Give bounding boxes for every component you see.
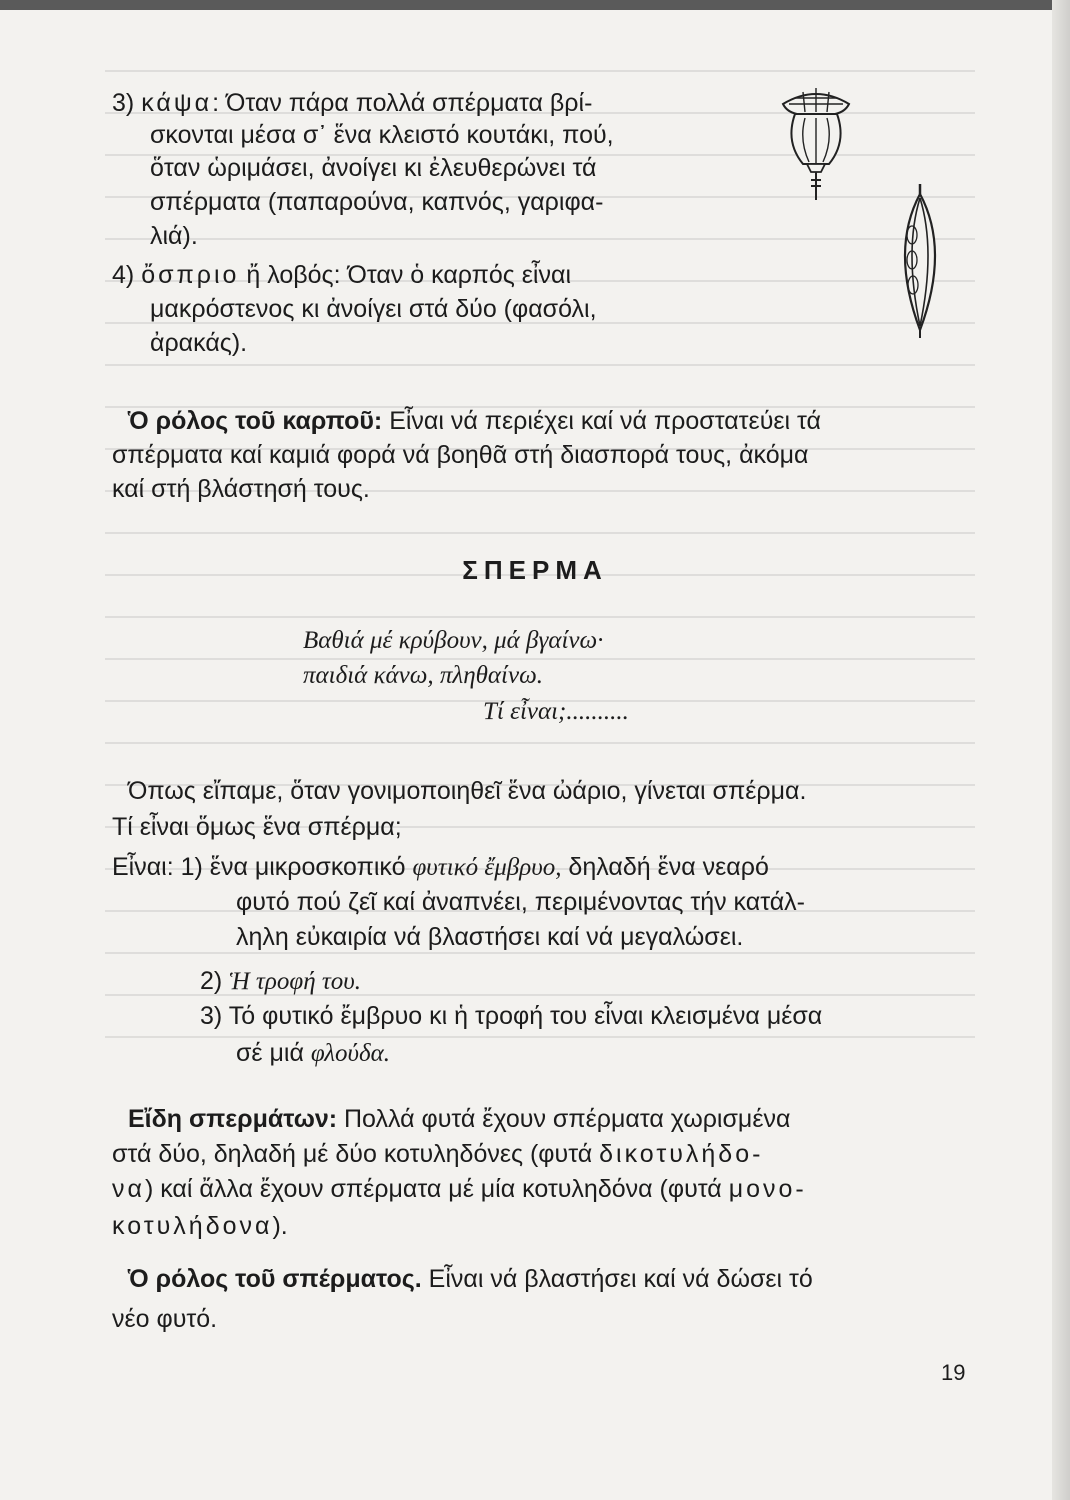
item-4-number: 4) bbox=[112, 261, 135, 289]
item-3-text-1: : Όταν πάρα πολλά σπέρματα βρί- bbox=[212, 89, 593, 117]
seed-types-text-3: ) καί ἄλλα ἔχουν σπέρματα μέ μία κοτυληδόνα (φυτά bbox=[144, 1175, 729, 1203]
monocot-term: μονο- bbox=[728, 1175, 807, 1203]
scan-top-border bbox=[0, 0, 1070, 10]
definition-line-1 bbox=[112, 852, 769, 883]
page-number: 19 bbox=[941, 1360, 966, 1385]
item-4-line-1 bbox=[112, 260, 571, 290]
seed-types-line-4 bbox=[112, 1211, 288, 1241]
item-4-text-1: ἤ λοβός: Όταν ὁ καρπός εἶναι bbox=[239, 261, 571, 289]
seed-types-line-3 bbox=[112, 1174, 807, 1204]
definition-line-2: φυτό πού ζεῖ καί ἀναπνέει, περιμένοντας τήν κατάλ- bbox=[236, 888, 805, 916]
role-fruit-line-2: σπέρματα καί καμιά φορά νά βοηθᾶ στή διασπορά τους, ἀκόμα bbox=[112, 441, 809, 469]
point-3-text-2: σέ μιά bbox=[236, 1039, 311, 1067]
section-title: ΣΠΕΡΜΑ bbox=[462, 555, 608, 585]
intro-line-2: Τί εἶναι ὅμως ἕνα σπέρμα; bbox=[112, 813, 402, 841]
role-fruit-label: Ὁ ρόλος τοῦ καρποῦ: bbox=[128, 407, 383, 435]
role-fruit-line-3: καί στή βλάστησή τους. bbox=[112, 475, 370, 503]
seed-types-text-4: ). bbox=[272, 1212, 288, 1240]
intro-line-1: Όπως εἴπαμε, ὅταν γονιμοποιηθεῖ ἕνα ὠάριο, γίνεται σπέρμα. bbox=[128, 777, 807, 805]
item-4-line-2: μακρόστενος κι ἀνοίγει στά δύο (φασόλι, bbox=[150, 295, 597, 323]
point-3-number: 3) bbox=[200, 1002, 223, 1030]
seed-types-text-2: στά δύο, δηλαδή μέ δύο κοτυληδόνες (φυτά bbox=[112, 1140, 600, 1168]
poppy-capsule-icon bbox=[775, 82, 857, 202]
item-3-line-2: σκονται μέσα σ᾽ ἕνα κλειστό κουτάκι, πού, bbox=[150, 121, 614, 149]
definition-line-3: ληλη εὐκαιρία νά βλαστήσει καί νά μεγαλώσει. bbox=[236, 923, 744, 951]
definition-point-2 bbox=[200, 966, 361, 997]
role-seed-label: Ὁ ρόλος τοῦ σπέρματος. bbox=[128, 1265, 422, 1293]
monocot-term-end: κοτυλήδονα bbox=[112, 1212, 273, 1240]
definition-lead: Εἶναι: 1) ἕνα μικροσκοπικό bbox=[112, 853, 413, 881]
item-3-line-1 bbox=[112, 88, 592, 118]
item-4-line-3: ἀρακάς). bbox=[150, 329, 248, 357]
bean-pod-icon bbox=[890, 180, 950, 340]
item-3-line-3: ὅταν ὡριμάσει, ἀνοίγει κι ἐλευθερώνει τά bbox=[150, 154, 597, 182]
role-fruit-line-1 bbox=[128, 406, 821, 436]
role-seed-line-1 bbox=[128, 1264, 813, 1294]
definition-lead-tail: δηλαδή ἕνα νεαρό bbox=[561, 853, 769, 881]
seed-types-text-1: Πολλά φυτά ἔχουν σπέρματα χωρισμένα bbox=[337, 1105, 791, 1133]
role-fruit-text-1: Εἶναι νά περιέχει καί νά προστατεύει τά bbox=[382, 407, 821, 435]
point-3-text: Τό φυτικό ἔμβρυο κι ἡ τροφή του εἶναι κλεισμένα μέσα bbox=[228, 1002, 823, 1030]
item-4-term: ὄσπριο bbox=[141, 261, 240, 289]
definition-point-3 bbox=[200, 1001, 822, 1031]
point-2-number: 2) bbox=[200, 967, 223, 995]
item-3-line-5: λιά). bbox=[150, 222, 198, 250]
riddle-line-3: Τί εἶναι;.......... bbox=[483, 698, 629, 725]
dicot-term-end: να bbox=[112, 1175, 145, 1203]
page-edge-shadow bbox=[1052, 0, 1070, 1500]
item-3-number: 3) bbox=[112, 89, 135, 117]
riddle-line-1: Βαθιά μέ κρύβουν, μά βγαίνω· bbox=[303, 627, 604, 654]
definition-point-3-line-2 bbox=[236, 1038, 390, 1069]
role-seed-line-2: νέο φυτό. bbox=[112, 1305, 218, 1333]
riddle-line-2: παιδιά κάνω, πληθαίνω. bbox=[303, 662, 544, 689]
definition-embryo: φυτικό ἔμβρυο, bbox=[412, 854, 562, 881]
item-3-line-4: σπέρματα (παπαρούνα, καπνός, γαριφα- bbox=[150, 188, 604, 216]
point-2-text: Ἡ τροφή του. bbox=[229, 968, 362, 995]
role-seed-text-1: Εἶναι νά βλαστήσει καί νά δώσει τό bbox=[421, 1265, 813, 1293]
seed-types-line-2 bbox=[112, 1139, 763, 1169]
item-3-term: κάψα bbox=[141, 89, 213, 117]
seed-types-label: Εἴδη σπερμάτων: bbox=[128, 1105, 338, 1133]
dicot-term: δικοτυλήδο- bbox=[599, 1140, 764, 1168]
seed-types-line-1 bbox=[128, 1104, 790, 1134]
point-3-husk: φλούδα. bbox=[310, 1040, 390, 1067]
